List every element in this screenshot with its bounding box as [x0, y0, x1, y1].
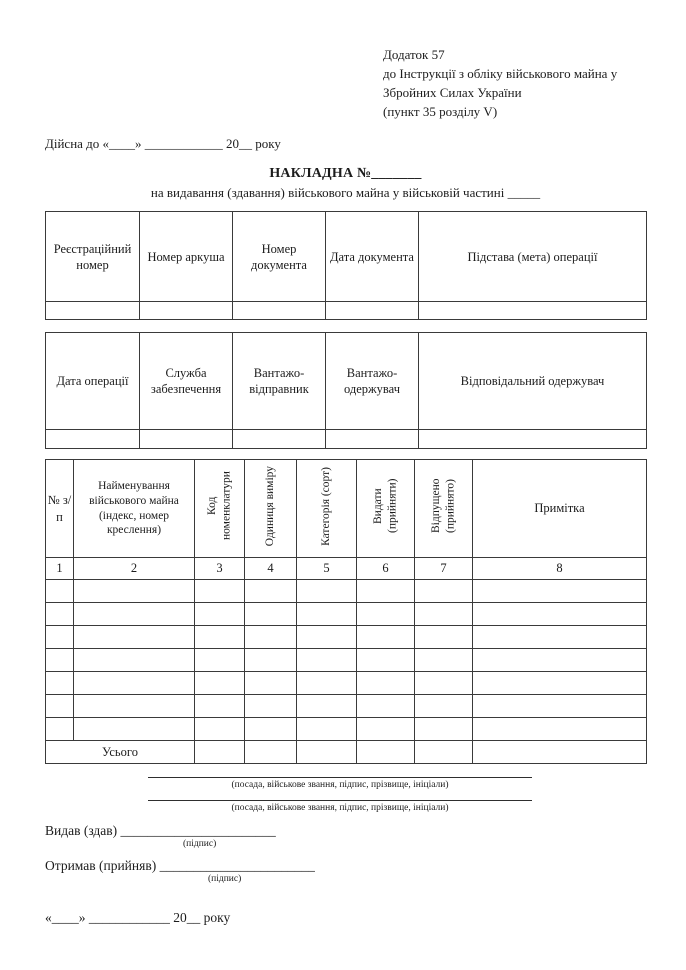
registration-empty-cell: [419, 302, 647, 320]
signature-rule: [148, 777, 532, 778]
items-empty-cell: [195, 671, 245, 694]
items-empty-cell: [473, 648, 647, 671]
items-empty-cell: [297, 717, 357, 740]
registration-header-cell: Дата документа: [326, 212, 419, 302]
items-empty-cell: [415, 717, 473, 740]
operation-table: [45, 332, 647, 449]
items-empty-cell: [46, 602, 74, 625]
items-empty-cell: [195, 648, 245, 671]
received-by-line: Отримав (прийняв) _______________________: [45, 858, 315, 874]
registration-header-cell: Номер аркуша: [140, 212, 233, 302]
page-title: НАКЛАДНА №_______: [269, 166, 422, 182]
items-header-cell: Примітка: [473, 460, 647, 557]
registration-table: [45, 211, 647, 320]
items-empty-cell: [357, 671, 415, 694]
date-line: «____» ____________ 20__ року: [45, 910, 231, 926]
items-header-cell: [415, 460, 473, 557]
items-empty-cell: [357, 579, 415, 602]
items-header-cell: [297, 460, 357, 557]
items-empty-row: [46, 694, 647, 717]
items-empty-cell: [46, 717, 74, 740]
items-empty-cell: [473, 602, 647, 625]
total-empty-cell: [357, 740, 415, 763]
total-label-cell: Усього: [46, 740, 195, 763]
operation-header-cell: Відповідальний одержувач: [419, 333, 647, 430]
items-empty-cell: [245, 717, 297, 740]
items-empty-cell: [415, 625, 473, 648]
items-empty-cell: [415, 579, 473, 602]
items-total-row: [46, 740, 647, 763]
operation-empty-row: [46, 430, 647, 449]
operation-header-cell: Служба забезпечення: [140, 333, 233, 430]
operation-header-cell: Вантажо-відправник: [233, 333, 326, 430]
column-number-cell: 2: [74, 557, 195, 579]
registration-header-cell: Номер документа: [233, 212, 326, 302]
items-empty-cell: [195, 602, 245, 625]
items-empty-cell: [473, 625, 647, 648]
operation-empty-cell: [233, 430, 326, 449]
items-empty-cell: [357, 602, 415, 625]
registration-empty-cell: [326, 302, 419, 320]
items-header-rotated-text: Видати (прийняти): [372, 479, 399, 534]
total-empty-cell: [297, 740, 357, 763]
appendix-line: (пункт 35 розділу V): [383, 103, 498, 119]
column-number-cell: 4: [245, 557, 297, 579]
items-table-body: [46, 579, 647, 740]
items-header-rotated-text: Відпущено (прийнято): [430, 479, 457, 534]
items-empty-cell: [46, 671, 74, 694]
items-empty-cell: [415, 671, 473, 694]
items-empty-row: [46, 602, 647, 625]
items-empty-cell: [245, 694, 297, 717]
issued-signature-caption: (підпис): [183, 839, 217, 850]
registration-header-row: [46, 212, 647, 302]
items-empty-cell: [74, 648, 195, 671]
signature-rule-caption: (посада, військове звання, підпис, прізвище, ініціали): [231, 802, 449, 813]
items-empty-cell: [46, 694, 74, 717]
valid-until-line: Дійсна до «____» ____________ 20__ року: [45, 136, 281, 152]
items-empty-row: [46, 625, 647, 648]
appendix-reference-block: [383, 46, 653, 121]
items-empty-cell: [415, 648, 473, 671]
column-number-cell: 3: [195, 557, 245, 579]
items-empty-cell: [245, 648, 297, 671]
title-block: [45, 166, 646, 201]
operation-empty-cell: [140, 430, 233, 449]
items-empty-cell: [245, 579, 297, 602]
operation-empty-cell: [326, 430, 419, 449]
items-empty-cell: [473, 694, 647, 717]
items-header-rotated-text: Одиниця виміру: [264, 466, 277, 547]
items-empty-cell: [297, 579, 357, 602]
items-empty-cell: [297, 602, 357, 625]
items-column-number-row: [46, 557, 647, 579]
total-empty-cell: [473, 740, 647, 763]
items-header-rotated-text: Код номенклатури: [206, 471, 233, 541]
page-subtitle: на видавання (здавання) військового майна у військовій частині _____: [150, 185, 541, 201]
items-empty-cell: [415, 694, 473, 717]
appendix-line: Збройних Силах України: [383, 84, 522, 100]
items-empty-row: [46, 717, 647, 740]
items-empty-row: [46, 671, 647, 694]
items-header-cell: [245, 460, 297, 557]
items-empty-cell: [74, 579, 195, 602]
items-empty-cell: [74, 671, 195, 694]
operation-header-row: [46, 333, 647, 430]
items-empty-cell: [415, 602, 473, 625]
items-empty-cell: [74, 717, 195, 740]
items-header-cell: № з/п: [46, 460, 74, 557]
received-signature-caption: (підпис): [208, 874, 242, 885]
items-empty-cell: [46, 648, 74, 671]
registration-empty-row: [46, 302, 647, 320]
operation-header-cell: Вантажо-одержувач: [326, 333, 419, 430]
issued-by-line: Видав (здав) _______________________: [45, 823, 276, 839]
operation-header-cell: Дата операції: [46, 333, 140, 430]
items-empty-row: [46, 648, 647, 671]
items-header-row: [46, 460, 647, 557]
registration-empty-cell: [233, 302, 326, 320]
appendix-line: Додаток 57: [383, 47, 445, 62]
items-table: [45, 459, 647, 763]
items-empty-cell: [357, 625, 415, 648]
items-empty-cell: [245, 625, 297, 648]
operation-empty-cell: [419, 430, 647, 449]
items-empty-cell: [74, 602, 195, 625]
total-empty-cell: [415, 740, 473, 763]
signature-block-2: [148, 800, 532, 814]
column-number-cell: 5: [297, 557, 357, 579]
signature-rule-caption: (посада, військове звання, підпис, прізвище, ініціали): [231, 779, 449, 790]
items-empty-cell: [46, 625, 74, 648]
items-empty-cell: [46, 579, 74, 602]
total-empty-cell: [245, 740, 297, 763]
operation-empty-cell: [46, 430, 140, 449]
items-empty-cell: [473, 579, 647, 602]
column-number-cell: 7: [415, 557, 473, 579]
column-number-cell: 8: [473, 557, 647, 579]
items-empty-row: [46, 579, 647, 602]
column-number-cell: 1: [46, 557, 74, 579]
registration-empty-cell: [140, 302, 233, 320]
items-empty-cell: [195, 694, 245, 717]
registration-header-cell: Підстава (мета) операції: [419, 212, 647, 302]
items-empty-cell: [245, 602, 297, 625]
items-empty-cell: [74, 694, 195, 717]
items-empty-cell: [357, 717, 415, 740]
items-empty-cell: [195, 717, 245, 740]
items-empty-cell: [357, 694, 415, 717]
items-header-cell: Найменування військового майна (індекс, номер креслення): [74, 460, 195, 557]
total-empty-cell: [195, 740, 245, 763]
appendix-line: до Інструкції з обліку військового майна у: [383, 65, 618, 81]
items-empty-cell: [473, 671, 647, 694]
items-header-cell: [195, 460, 245, 557]
items-empty-cell: [297, 694, 357, 717]
items-empty-cell: [297, 671, 357, 694]
column-number-cell: 6: [357, 557, 415, 579]
items-empty-cell: [195, 625, 245, 648]
registration-header-cell: Реєстраційний номер: [46, 212, 140, 302]
items-header-rotated-text: Категорія (сорт): [320, 466, 333, 546]
items-empty-cell: [357, 648, 415, 671]
items-empty-cell: [195, 579, 245, 602]
items-empty-cell: [74, 625, 195, 648]
items-empty-cell: [473, 717, 647, 740]
signature-rule: [148, 800, 532, 801]
registration-empty-cell: [46, 302, 140, 320]
items-empty-cell: [297, 648, 357, 671]
items-header-cell: [357, 460, 415, 557]
signature-block-1: [148, 777, 532, 791]
items-empty-cell: [297, 625, 357, 648]
items-empty-cell: [245, 671, 297, 694]
